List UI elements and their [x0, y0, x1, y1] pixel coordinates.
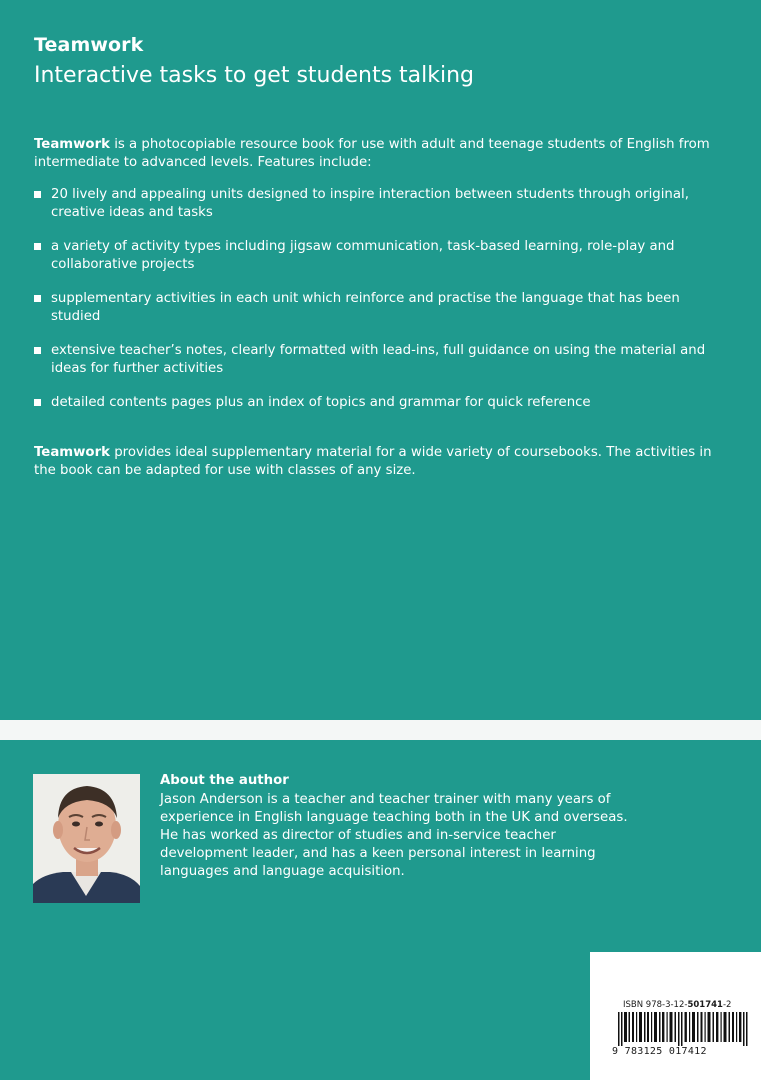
- intro-brand: Teamwork: [34, 137, 110, 152]
- author-portrait-image: [33, 774, 140, 903]
- square-bullet-icon: [34, 295, 41, 302]
- outro-text: provides ideal supplementary material for a wide variety of coursebooks. The activities in the book can be adapted for use with classes of any size.: [34, 445, 712, 478]
- barcode-digits: 9 783125 017412: [612, 1046, 707, 1057]
- isbn-prefix: ISBN 978-3-12-: [623, 1000, 688, 1010]
- feature-item: [34, 238, 724, 274]
- isbn-label: [623, 1000, 731, 1010]
- outro-paragraph: [34, 444, 734, 480]
- book-subtitle: Interactive tasks to get students talking: [34, 63, 474, 88]
- barcode-icon: [618, 1012, 748, 1046]
- intro-text: is a photocopiable resource book for use with adult and teenage students of English from intermediate to advanced levels. Features include:: [34, 137, 710, 170]
- divider-stripe: [0, 720, 761, 740]
- author-heading: About the author: [160, 773, 289, 788]
- barcode-panel: [590, 952, 761, 1080]
- isbn-suffix: -2: [722, 1000, 732, 1010]
- feature-text: extensive teacher’s notes, clearly formatted with lead-ins, full guidance on using the material and ideas for further activities: [51, 343, 706, 376]
- square-bullet-icon: [34, 243, 41, 250]
- feature-list: [34, 186, 724, 428]
- feature-text: detailed contents pages plus an index of topics and grammar for quick reference: [51, 395, 591, 410]
- square-bullet-icon: [34, 347, 41, 354]
- square-bullet-icon: [34, 399, 41, 406]
- feature-item: [34, 394, 724, 412]
- feature-item: [34, 290, 724, 326]
- square-bullet-icon: [34, 191, 41, 198]
- author-photo: [33, 774, 140, 903]
- author-bio: Jason Anderson is a teacher and teacher trainer with many years of experience in English language teaching both in the UK and overseas. He has worked as director of studies and in-service teacher development leader, and has a keen personal interest in learning languages and language acquisition.: [160, 792, 628, 879]
- feature-item: [34, 342, 724, 378]
- feature-text: a variety of activity types including jigsaw communication, task-based learning, role-play and collaborative projects: [51, 239, 675, 272]
- feature-text: 20 lively and appealing units designed to inspire interaction between students through original, creative ideas and tasks: [51, 187, 689, 220]
- outro-brand: Teamwork: [34, 445, 110, 460]
- intro-paragraph: [34, 136, 724, 172]
- feature-text: supplementary activities in each unit which reinforce and practise the language that has been studied: [51, 291, 680, 324]
- feature-item: [34, 186, 724, 222]
- isbn-bold-part: 501741: [687, 1000, 723, 1010]
- book-title: Teamwork: [34, 34, 144, 56]
